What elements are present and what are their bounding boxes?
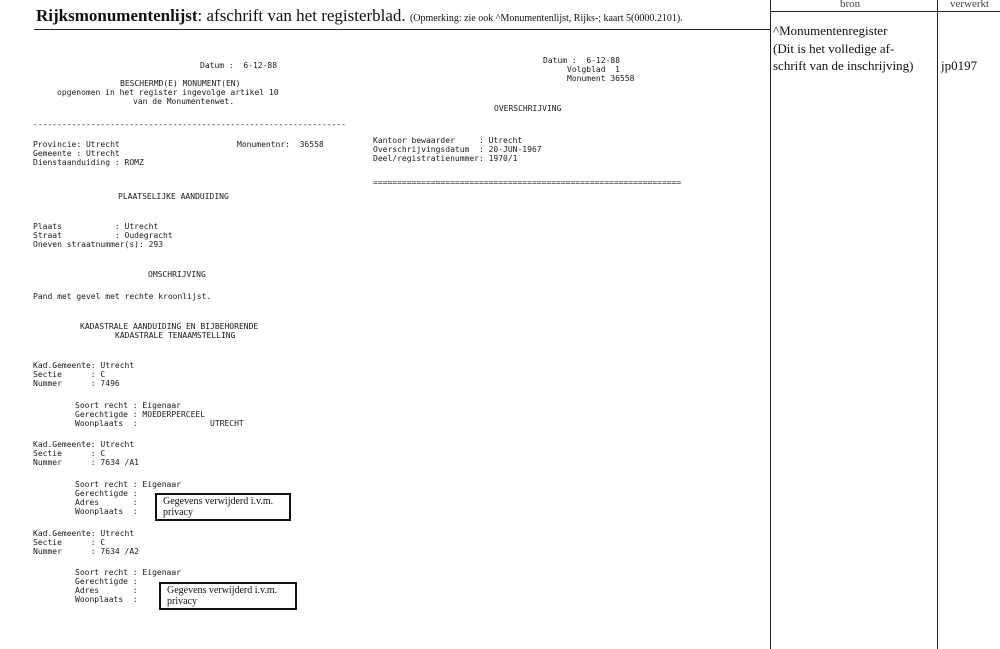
right-equals-line: ================================================================ <box>373 178 682 187</box>
parcel-1-woonplaats: Woonplaats : <box>75 419 138 428</box>
straat: Straat : Oudegracht <box>33 231 173 240</box>
parcel-2-adres: Adres : <box>75 498 138 507</box>
omschrijving-heading: OMSCHRIJVING <box>148 270 206 279</box>
title-main: Rijksmonumentenlijst <box>36 6 198 25</box>
beschermd-line-2: opgenomen in het register ingevolge artikel 10 <box>57 88 279 97</box>
plaatselijke-heading: PLAATSELIJKE AANDUIDING <box>118 192 229 201</box>
gemeente: Gemeente : Utrecht <box>33 149 120 158</box>
title-sub: : afschrift van het registerblad. <box>197 6 406 25</box>
left-datum: Datum : 6-12-88 <box>200 61 278 70</box>
col-verwerkt-header: verwerkt <box>950 0 990 10</box>
overschrijvingsdatum: Overschrijvingsdatum : 20-JUN-1967 <box>373 145 542 154</box>
header-underline <box>34 29 770 30</box>
parcel-3-woonplaats: Woonplaats : <box>75 595 138 604</box>
parcel-2-woonplaats: Woonplaats : <box>75 507 138 516</box>
parcel-3-soort: Soort recht : Eigenaar <box>75 568 181 577</box>
plaats: Plaats : Utrecht <box>33 222 159 231</box>
parcel-1-nummer: Nummer : 7496 <box>33 379 120 388</box>
parcel-1-gerechtigde: Gerechtigde : MOEDERPERCEEL <box>75 410 206 419</box>
bron-line-3: schrift van de inschrijving) <box>773 58 914 73</box>
right-datum: Datum : 6-12-88 <box>543 56 621 65</box>
deel-registratienummer: Deel/registratienummer: 1970/1 <box>373 154 518 163</box>
parcel-1-woonplaats-value: UTRECHT <box>210 419 244 428</box>
parcel-3-gerechtigde: Gerechtigde : <box>75 577 138 586</box>
overschrijving-heading: OVERSCHRIJVING <box>494 104 562 113</box>
monumentnr: Monumentnr: 36558 <box>237 140 324 149</box>
verwerkt-code: jp0197 <box>941 58 978 73</box>
parcel-3-gemeente: Kad.Gemeente: Utrecht <box>33 529 135 538</box>
kadastrale-heading-2: KADASTRALE TENAAMSTELLING <box>115 331 236 340</box>
col-bron-header: bron <box>840 0 861 10</box>
parcel-1-sectie: Sectie : C <box>33 370 106 379</box>
parcel-2-gemeente: Kad.Gemeente: Utrecht <box>33 440 135 449</box>
side-header-line <box>770 11 1000 12</box>
document-title <box>36 6 683 26</box>
parcel-1-soort: Soort recht : Eigenaar <box>75 401 181 410</box>
parcel-3-nummer: Nummer : 7634 /A2 <box>33 547 139 556</box>
parcel-2-sectie: Sectie : C <box>33 449 106 458</box>
parcel-2-privacy-box <box>155 493 291 521</box>
parcel-3-privacy-line-1: Gegevens verwijderd i.v.m. <box>167 585 278 596</box>
title-note: (Opmerking: zie ook ^Monumentenlijst, Rijks-; kaart 5(0000.2101). <box>409 13 683 24</box>
kadastrale-heading-1: KADASTRALE AANDUIDING EN BIJBEHORENDE <box>80 322 259 331</box>
parcel-2-privacy-line-1: Gegevens verwijderd i.v.m. <box>163 496 274 507</box>
right-volgblad: Volgblad 1 <box>567 65 620 74</box>
parcel-3-adres: Adres : <box>75 586 138 595</box>
divider-main <box>770 0 771 649</box>
parcel-2-gerechtigde: Gerechtigde : <box>75 489 138 498</box>
parcel-1-gemeente: Kad.Gemeente: Utrecht <box>33 361 135 370</box>
oneven-straatnummer: Oneven straatnummer(s): 293 <box>33 240 164 249</box>
dienstaanduiding: Dienstaanduiding : ROMZ <box>33 158 144 167</box>
parcel-3-privacy-box <box>159 582 297 610</box>
parcel-3-privacy-line-2: privacy <box>167 596 197 607</box>
left-dash-line: ----------------------------------------------------------------- <box>33 120 347 129</box>
beschermd-line-1: BESCHERMD(E) MONUMENT(EN) <box>120 79 241 88</box>
kantoor-bewaarder: Kantoor bewaarder : Utrecht <box>373 136 523 145</box>
right-monument: Monument 36558 <box>567 74 635 83</box>
parcel-3-sectie: Sectie : C <box>33 538 106 547</box>
bron-line-1: ^Monumentenregister <box>773 23 888 38</box>
beschermd-line-3: van de Monumentenwet. <box>133 97 235 106</box>
provincie: Provincie: Utrecht <box>33 140 120 149</box>
parcel-2-nummer: Nummer : 7634 /A1 <box>33 458 139 467</box>
parcel-2-soort: Soort recht : Eigenaar <box>75 480 181 489</box>
omschrijving-text: Pand met gevel met rechte kroonlijst. <box>33 292 212 301</box>
bron-line-2: (Dit is het volledige af- <box>773 41 895 56</box>
divider-bron <box>937 0 938 649</box>
parcel-2-privacy-line-2: privacy <box>163 507 193 518</box>
